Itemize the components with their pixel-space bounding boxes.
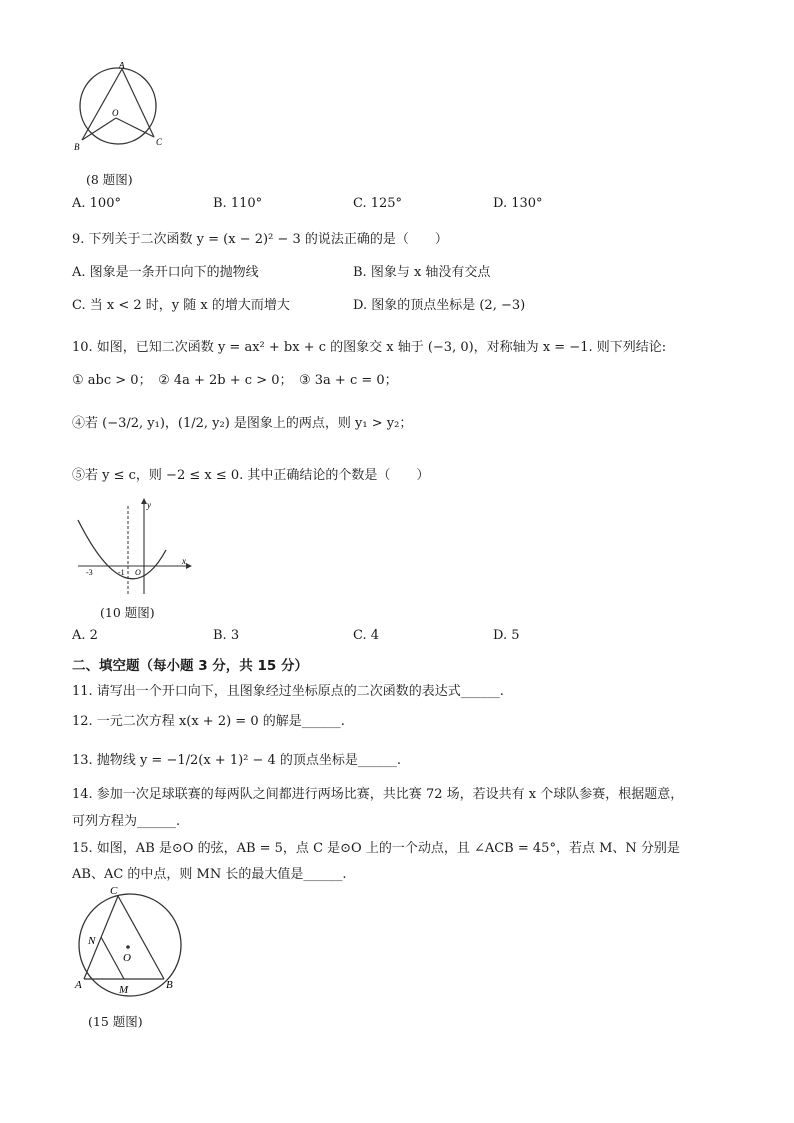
q14-line2: 可列方程为______. xyxy=(72,814,181,829)
q8-line-OC xyxy=(116,118,154,137)
q9-option-c: C. 当 x < 2 时，y 随 x 的增大而增大 xyxy=(72,298,290,313)
q10-label-neg1: -1 xyxy=(118,568,125,577)
q8-figure-caption: (8 题图) xyxy=(86,172,133,187)
q8-label-A: A xyxy=(119,62,125,70)
q10-figure xyxy=(74,496,194,596)
q15-label-M: M xyxy=(119,984,129,996)
q10-label-x: x xyxy=(182,556,186,566)
q10-option-a: A. 2 xyxy=(72,628,98,643)
q15-line1: 15. 如图，AB 是⊙O 的弦，AB = 5，点 C 是⊙O 上的一个动点，且 ∠ACB = 45°，若点 M、N 分别是 xyxy=(72,841,680,856)
q8-figure xyxy=(72,62,172,162)
section-2-title: 二、填空题（每小题 3 分，共 15 分） xyxy=(72,658,308,674)
q15-label-C: C xyxy=(110,885,118,897)
q15-label-B: B xyxy=(166,979,173,991)
q8-option-a: A. 100° xyxy=(72,196,121,211)
q15-label-N: N xyxy=(88,935,96,947)
q9-stem: 9. 下列关于二次函数 y = (x − 2)² − 3 的说法正确的是（ ） xyxy=(72,232,448,247)
q8-option-b: B. 110° xyxy=(213,196,263,211)
q13-text: 13. 抛物线 y = −1/2(x + 1)² − 4 的顶点坐标是______. xyxy=(72,753,402,768)
q10-x-arrow xyxy=(186,563,192,569)
q10-stem: 10. 如图，已知二次函数 y = ax² + bx + c 的图象交 x 轴于 (−3, 0)，对称轴为 x = −1. 则下列结论: xyxy=(72,340,667,355)
q8-option-d: D. 130° xyxy=(493,196,543,211)
q10-line3: ⑤若 y ≤ c，则 −2 ≤ x ≤ 0. 其中正确结论的个数是（ ） xyxy=(72,468,430,483)
q15-figure-caption: (15 题图) xyxy=(88,1014,143,1029)
q12-text: 12. 一元二次方程 x(x + 2) = 0 的解是______. xyxy=(72,714,345,729)
q10-line2: ④若 (−3/2, y₁)，(1/2, y₂) 是图象上的两点，则 y₁ > y₂； xyxy=(72,416,413,431)
q10-option-c: C. 4 xyxy=(353,628,380,643)
q8-line-AB xyxy=(82,69,122,140)
q10-option-b: B. 3 xyxy=(213,628,240,643)
q10-line1: ① abc > 0； ② 4a + 2b + c > 0； ③ 3a + c = 0； xyxy=(72,373,398,388)
q10-figure-caption: (10 题图) xyxy=(100,605,155,620)
q9-option-d: D. 图象的顶点坐标是 (2, −3) xyxy=(353,298,526,313)
q10-label-y: y xyxy=(147,500,151,510)
q15-label-A: A xyxy=(75,979,82,991)
q10-label-neg3: -3 xyxy=(86,568,93,577)
q8-label-O: O xyxy=(112,108,119,118)
q11-text: 11. 请写出一个开口向下，且图象经过坐标原点的二次函数的表达式______. xyxy=(72,684,504,699)
q9-option-b: B. 图象与 x 轴没有交点 xyxy=(353,265,491,280)
q8-label-B: B xyxy=(74,142,80,152)
q10-label-O: O xyxy=(135,568,141,577)
q14-line1: 14. 参加一次足球联赛的每两队之间都进行两场比赛，共比赛 72 场，若设共有 x 个球队参赛，根据题意， xyxy=(72,787,684,802)
q15-center-dot xyxy=(126,945,130,949)
q15-line-BC xyxy=(118,896,164,979)
q15-label-O: O xyxy=(123,952,131,964)
q8-option-c: C. 125° xyxy=(353,196,403,211)
q15-line2: AB、AC 的中点，则 MN 长的最大值是______. xyxy=(72,867,347,882)
q8-line-AC xyxy=(122,69,154,137)
q8-label-C: C xyxy=(156,137,163,147)
q15-line-MN xyxy=(101,937,124,979)
q10-option-d: D. 5 xyxy=(493,628,520,643)
q15-figure xyxy=(72,884,192,1002)
q9-option-a: A. 图象是一条开口向下的抛物线 xyxy=(72,265,259,280)
